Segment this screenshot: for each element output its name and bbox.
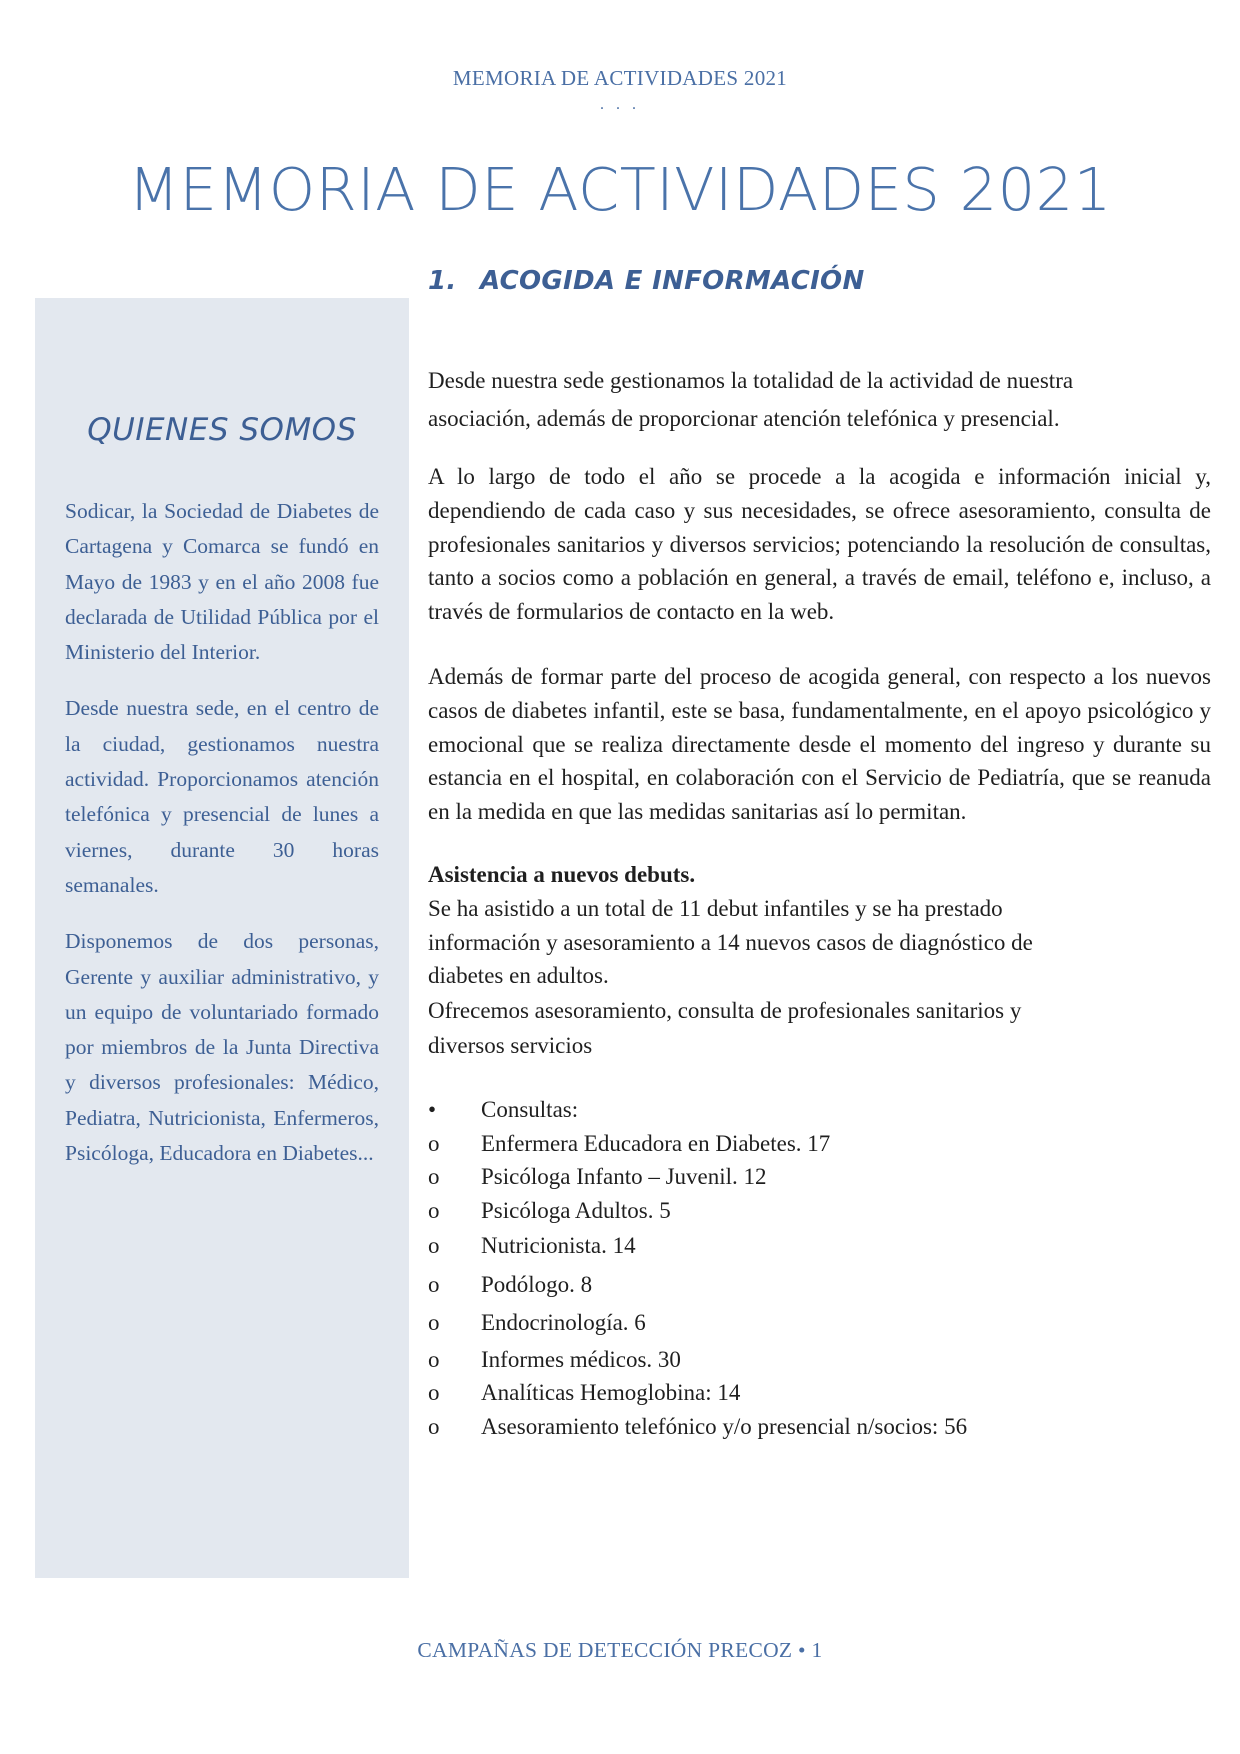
- list-item: [428, 1304, 1211, 1343]
- list-item-text: Psicóloga Adultos. 5: [481, 1197, 671, 1223]
- list-item: [428, 1343, 1211, 1377]
- sidebar-title: QUIENES SOMOS: [87, 412, 357, 448]
- bullet-marker: o: [428, 1271, 440, 1297]
- debuts-heading: Asistencia a nuevos debuts.: [428, 861, 696, 887]
- list-item: [428, 1194, 1211, 1228]
- list-item: [428, 1410, 1211, 1444]
- list-item: [428, 1127, 1211, 1161]
- header-dots: . . .: [600, 96, 640, 113]
- bullet-marker: o: [428, 1130, 440, 1156]
- bullet-marker: •: [428, 1097, 437, 1123]
- sidebar-paragraph: Desde nuestra sede, en el centro de la ciudad, gestionamos nuestra actividad. Proporcionamos atención telefónica y presencial de lunes a viernes, durante 30 horas semanales.: [65, 696, 379, 897]
- list-item-text: Analíticas Hemoglobina: 14: [481, 1380, 741, 1406]
- main-content: [428, 362, 1211, 1443]
- offer-paragraph: Ofrecemos asesoramiento, consulta de profesionales sanitarios y diversos servicios: [428, 998, 1022, 1059]
- list-item: [428, 1093, 1211, 1127]
- list-item-text: Enfermera Educadora en Diabetes. 17: [481, 1130, 831, 1156]
- sidebar-paragraph: Sodicar, la Sociedad de Diabetes de Cartagena y Comarca se fundó en Mayo de 1983 y en el año 2008 fue declarada de Utilidad Pública por el Ministerio del Interior.: [65, 499, 379, 665]
- debuts-paragraph: Se ha asistido a un total de 11 debut infantiles y se ha prestado información y asesoramiento a 14 nuevos casos de diagnóstico de diabetes en adultos.: [428, 895, 1033, 989]
- body-paragraph: Además de formar parte del proceso de acogida general, con respecto a los nuevos casos de diabetes infantil, este se basa, fundamentalmente, en el apoyo psicológico y emocional que se realiza directamente desde el momento del ingreso y durante su estancia en el hospital, en colaboración con el Servicio de Pediatría, que se reanuda en la medida en que las medidas sanitarias así lo permitan.: [428, 663, 1211, 825]
- list-item-text: Psicóloga Infanto – Juvenil. 12: [481, 1164, 767, 1190]
- bullet-marker: o: [428, 1310, 440, 1336]
- body-paragraph: A lo largo de todo el año se procede a la acogida e información inicial y, dependiendo de cada caso y sus necesidades, se ofrece asesoramiento, consulta de profesionales sanitarios y diversos servicios; potenciando la resolución de consultas, tanto a socios como a población en general, a través de email, teléfono e, incluso, a través de formularios de contacto en la web.: [428, 464, 1211, 625]
- intro-paragraph: Desde nuestra sede gestionamos la totalidad de la actividad de nuestra asociación, además de proporcionar atención telefónica y presencial.: [428, 368, 1074, 431]
- section-heading: [428, 266, 865, 296]
- section-heading-text: ACOGIDA E INFORMACIÓN: [480, 266, 865, 296]
- bullet-marker: o: [428, 1346, 440, 1372]
- list-item: [428, 1227, 1211, 1266]
- list-item-text: Podólogo. 8: [481, 1271, 593, 1297]
- list-item-text: Informes médicos. 30: [481, 1346, 681, 1372]
- running-header: MEMORIA DE ACTIVIDADES 2021: [452, 66, 788, 90]
- page-footer: CAMPAÑAS DE DETECCIÓN PRECOZ • 1: [417, 1638, 823, 1662]
- list-item: [428, 1266, 1211, 1305]
- bullet-marker: o: [428, 1233, 440, 1259]
- bullet-marker: o: [428, 1413, 440, 1439]
- page-title: MEMORIA DE ACTIVIDADES 2021: [128, 155, 1112, 224]
- bullet-marker: o: [428, 1380, 440, 1406]
- list-item: [428, 1376, 1211, 1410]
- list-item-text: Consultas:: [481, 1097, 579, 1123]
- bullet-marker: o: [428, 1197, 440, 1223]
- consultations-list: [428, 1093, 1211, 1443]
- sidebar-body: [65, 494, 379, 1192]
- section-number: 1.: [428, 266, 457, 296]
- list-item-text: Nutricionista. 14: [481, 1233, 636, 1259]
- list-item-text: Asesoramiento telefónico y/o presencial n/socios: 56: [481, 1413, 968, 1439]
- bullet-marker: o: [428, 1164, 440, 1190]
- list-item-text: Endocrinología. 6: [481, 1310, 646, 1336]
- sidebar-paragraph: Disponemos de dos personas, Gerente y auxiliar administrativo, y un equipo de voluntariado formado por miembros de la Junta Directiva y diversos profesionales: Médico, Pediatra, Nutricionista, Enfermeros, Psicóloga, Educadora en Diabetes...: [65, 929, 379, 1166]
- list-item: [428, 1160, 1211, 1194]
